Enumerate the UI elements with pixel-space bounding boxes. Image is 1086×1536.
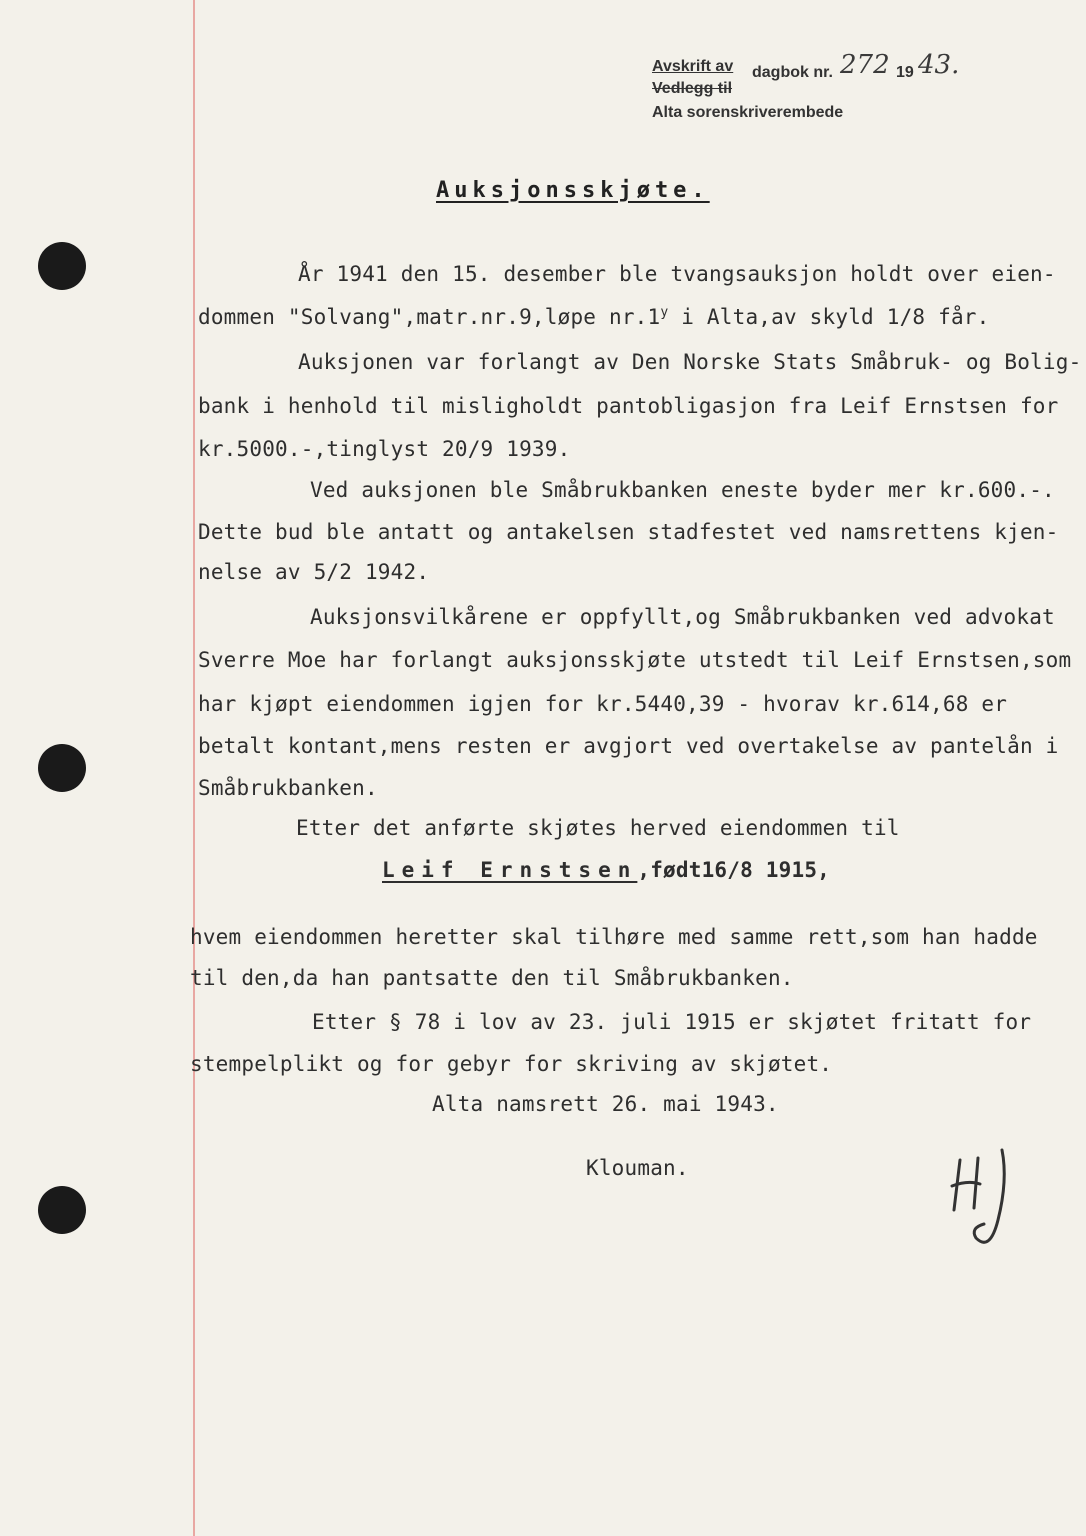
stamp-vedlegg: Vedlegg til (652, 80, 733, 97)
text-line: har kjøpt eiendommen igjen for kr.5440,39 - hvorav kr.614,68 er (198, 692, 1008, 716)
text-line: Etter § 78 i lov av 23. juli 1915 er skjøtet fritatt for (312, 1010, 1032, 1034)
text-line: Auksjonsvilkårene er oppfyllt,og Småbrukbanken ved advokat (310, 605, 1055, 629)
text-line: Ved auksjonen ble Småbrukbanken eneste byder mer kr.600.-. (310, 478, 1055, 502)
text-line: dommen "Solvang",matr.nr.9,løpe nr.1$^y$ i Alta,av skyld 1/8 får. (198, 305, 990, 329)
signatory-name: Klouman. (586, 1156, 689, 1180)
text-line: Sverre Moe har forlangt auksjonsskjøte utstedt til Leif Ernstsen,som (198, 648, 1072, 672)
document-title: Auksjonsskjøte. (436, 178, 710, 203)
stamp-dagbok: dagbok nr. (752, 64, 833, 81)
text-line: stempelplikt og for gebyr for skriving av skjøtet. (190, 1052, 833, 1076)
punch-hole-icon (38, 744, 86, 792)
year-handwritten: 43. (918, 50, 960, 80)
stamp-avskrift: Avskrift av (652, 58, 734, 75)
text-line: Dette bud ble antatt og antakelsen stadfestet ved namsrettens kjen- (198, 520, 1059, 544)
text-line: Småbrukbanken. (198, 776, 378, 800)
grantee-line: Leif Ernstsen,født16/8 1915, (382, 858, 831, 882)
stamp-year-prefix: 19 (896, 64, 914, 81)
text-line: År 1941 den 15. desember ble tvangsauksjon holdt over eien- (298, 262, 1056, 286)
punch-hole-icon (38, 242, 86, 290)
grantee-name: Leif Ernstsen (382, 858, 638, 882)
text-line: betalt kontant,mens resten er avgjort ved overtakelse av pantelån i (198, 734, 1059, 758)
text-line: kr.5000.-,tinglyst 20/9 1939. (198, 437, 571, 461)
margin-line (193, 0, 195, 1536)
text-line: nelse av 5/2 1942. (198, 560, 430, 584)
text-line: hvem eiendommen heretter skal tilhøre med samme rett,som han hadde (190, 925, 1038, 949)
stamp-office: Alta sorenskriverembede (652, 104, 844, 121)
text-line: Auksjonen var forlangt av Den Norske Stats Småbruk- og Bolig- (298, 350, 1082, 374)
text-line: Alta namsrett 26. mai 1943. (432, 1092, 779, 1116)
text-line: bank i henhold til misligholdt pantobligasjon fra Leif Ernstsen for (198, 394, 1059, 418)
text-line: Etter det anførte skjøtes herved eiendommen til (296, 816, 900, 840)
dagbok-number: 272 (840, 50, 890, 80)
text-line: til den,da han pantsatte den til Småbrukbanken. (190, 966, 794, 990)
handwritten-signature-icon (940, 1140, 1030, 1260)
punch-hole-icon (38, 1186, 86, 1234)
